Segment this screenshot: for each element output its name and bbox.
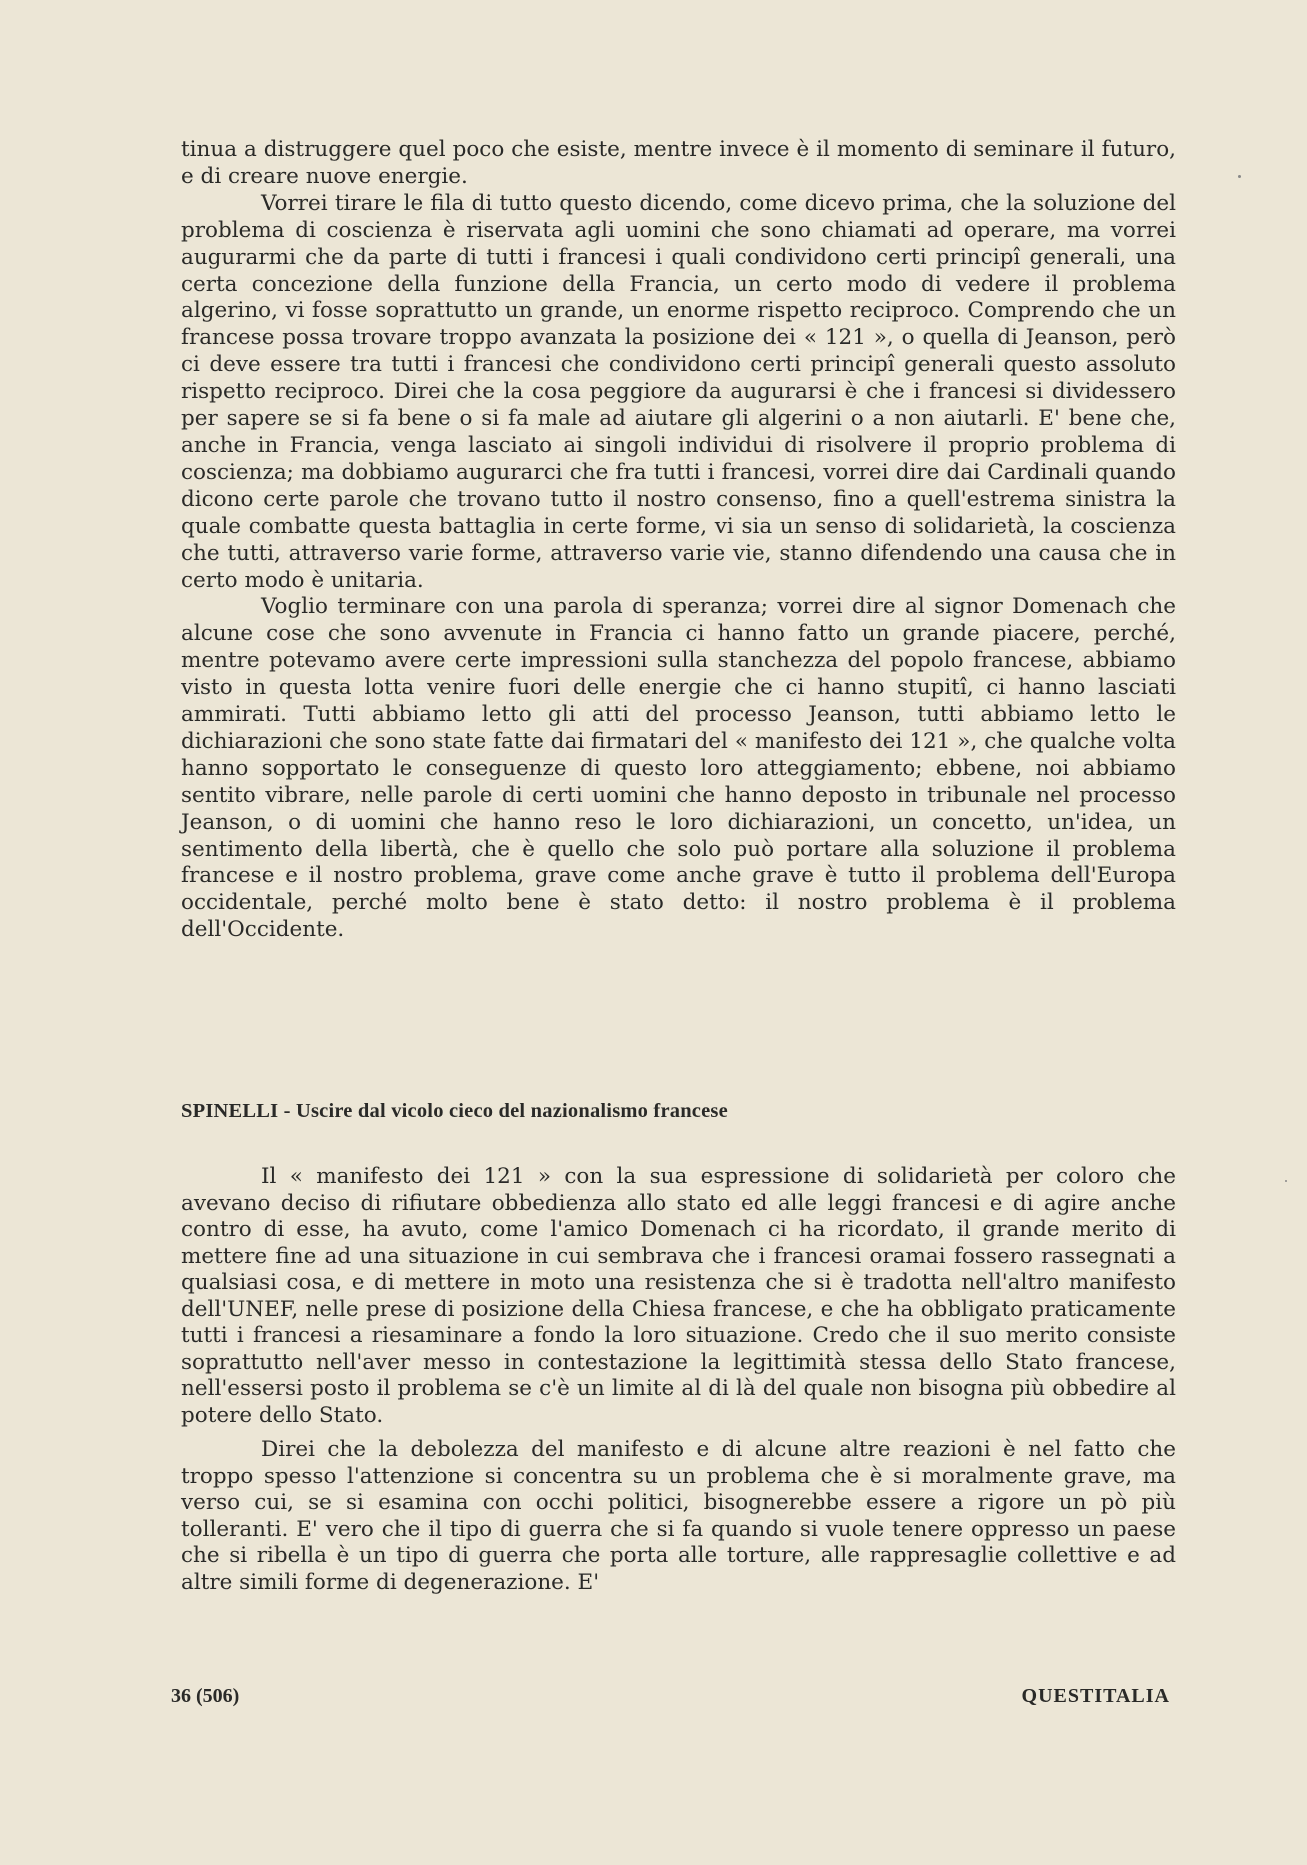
section-title: Uscire dal vicolo cieco del nazionalismo francese bbox=[296, 1100, 728, 1122]
spinelli-text bbox=[181, 1164, 1176, 1596]
paragraph-continuation: tinua a distruggere quel poco che esiste, mentre invece è il momento di seminare il futuro, e di creare nuove energie. bbox=[181, 137, 1176, 189]
paragraph-weakness: Direi che la debolezza del manifesto e di alcune altre reazioni è nel fatto che troppo spesso l'attenzione si concentra su un problema che è si moralmente grave, ma verso cui, se si esamina con occhi politici, bisognerebbe essere a rigore un pò più tolleranti. E' vero che il tipo di guerra che si fa quando si vuole tenere oppresso un paese che si ribella è un tipo di guerra che porta alle torture, alle rappresaglie collettive e ad altre simili forme di degenerazione. E' bbox=[181, 1437, 1176, 1595]
paragraph-manifesto: Il « manifesto dei 121 » con la sua espressione di solidarietà per coloro che avevano deciso di rifiutare obbedienza allo stato ed alle leggi francesi e di agire anche contro di esse, ha avuto, come l'amico Domenach ci ha ricordato, il grande merito di mettere fine ad una situazione in cui sembrava che i francesi oramai fossero rassegnati a qualsiasi cosa, e di mettere in moto una resistenza che si è tradotta nell'altro manifesto dell'UNEF, nelle prese di posizione della Chiesa francese, e che ha obbligato praticamente tutti i francesi a riesaminare a fondo la loro situazione. Credo che il suo merito consiste soprattutto nell'aver messo in contestazione la legittimità stessa dello Stato francese, nell'essersi posto il problema se c'è un limite al di là del quale non bisogna più obbedire al potere dello Stato. bbox=[181, 1164, 1176, 1428]
paragraph-mutual-respect: Vorrei tirare le fila di tutto questo dicendo, come dicevo prima, che la soluzione del problema di coscienza è riservata agli uomini che sono chiamati ad operare, ma vorrei augurarmi che da parte di tutti i francesi i quali condividono certi principî generali, una certa concezione della funzione della Francia, un certo modo di vedere il problema algerino, vi fosse soprattutto un grande, un enorme rispetto reciproco. Comprendo che un francese possa trovare troppo avanzata la posizione dei « 121 », o quella di Jeanson, però ci deve essere tra tutti i francesi che condividono certi principî generali questo assoluto rispetto reciproco. Direi che la cosa peggiore da augurarsi è che i francesi si dividessero per sapere se si fa bene o si fa male ad aiutare gli algerini o a non aiutarli. E' bene che, anche in Francia, venga lasciato ai singoli individui di risolvere il proprio problema di coscienza; ma dobbiamo augurarci che fra tutti i francesi, vorrei dire dai Cardinali quando dicono certe parole che trovano tutto il nostro consenso, fino a quell'estrema sinistra la quale combatte questa battaglia in certe forme, vi sia un senso di solidarietà, la coscienza che tutti, attraverso varie forme, attraverso varie vie, stanno difendendo una causa che in certo modo è unitaria. bbox=[181, 190, 1176, 593]
speaker-name: SPINELLI bbox=[181, 1100, 279, 1122]
journal-name: QUESTITALIA bbox=[1021, 1685, 1170, 1707]
section-heading bbox=[181, 1100, 728, 1123]
paper-speck bbox=[1238, 175, 1241, 178]
page-number: 36 (506) bbox=[171, 1685, 240, 1707]
paragraph-hope: Voglio terminare con una parola di speranza; vorrei dire al signor Domenach che alcune cose che sono avvenute in Francia ci hanno fatto un grande piacere, perché, mentre potevamo avere certe impressioni sulla stanchezza del popolo francese, abbiamo visto in questa lotta venire fuori delle energie che ci hanno stupitî, ci hanno lasciati ammirati. Tutti abbiamo letto gli atti del processo Jeanson, tutti abbiamo letto le dichiarazioni che sono state fatte dai firmatari del « manifesto dei 121 », che qualche volta hanno sopportato le conseguenze di questo loro atteggiamento; ebbene, noi abbiamo sentito vibrare, nelle parole di certi uomini che hanno deposto in tribunale nel processo Jeanson, o di uomini che hanno reso le loro dichiarazioni, un concetto, un'idea, un sentimento della libertà, che è quello che solo può portare alla soluzione il problema francese e il nostro problema, grave come anche grave è tutto il problema dell'Europa occidentale, perché molto bene è stato detto: il nostro problema è il problema dell'Occidente. bbox=[181, 594, 1176, 943]
main-text-column bbox=[181, 137, 1176, 944]
heading-separator: - bbox=[278, 1100, 296, 1122]
paper-speck bbox=[1285, 1180, 1287, 1182]
